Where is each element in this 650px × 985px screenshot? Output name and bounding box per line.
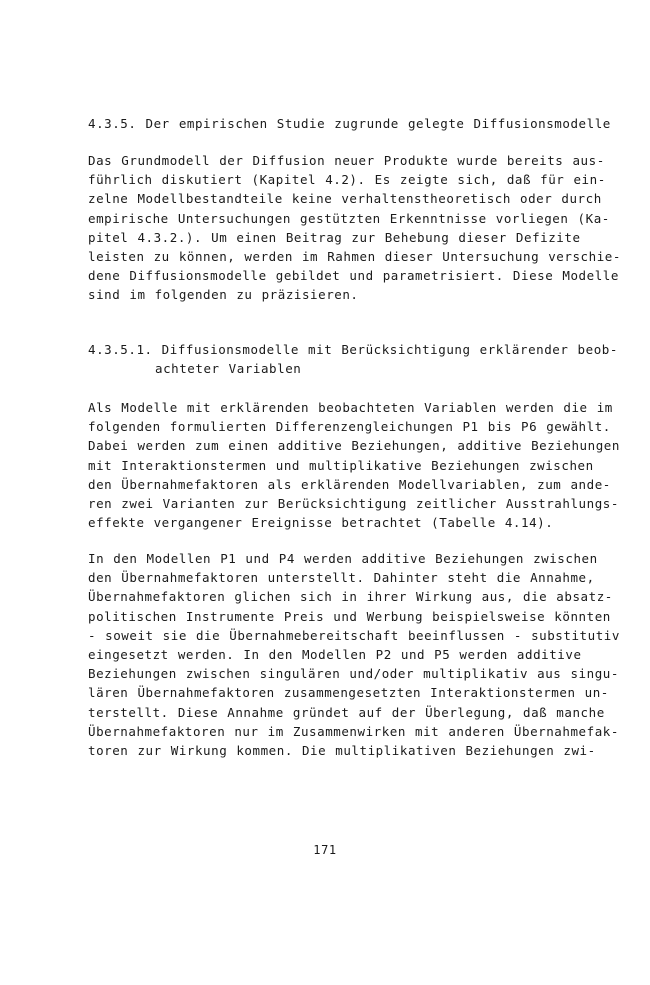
text-line: terstellt. Diese Annahme gründet auf der Überlegung, daß manche	[88, 704, 605, 720]
section-heading: 4.3.5. Der empirischen Studie zugrunde gelegte Diffusionsmodelle	[88, 116, 611, 131]
text-line: folgenden formulierten Differenzengleichungen P1 bis P6 gewählt.	[88, 419, 611, 435]
text-line: empirische Untersuchungen gestützten Erkenntnisse vorliegen (Ka-	[88, 210, 610, 226]
text-line: politischen Instrumente Preis und Werbung beispielsweise könnten	[88, 608, 611, 624]
text-line: pitel 4.3.2.). Um einen Beitrag zur Behebung dieser Defizite	[88, 229, 581, 245]
text-line: Als Modelle mit erklärenden beobachteten Variablen werden die im	[88, 400, 613, 415]
text-line: dene Diffusionsmodelle gebildet und parametrisiert. Diese Modelle	[88, 268, 619, 284]
paragraph-models	[88, 549, 620, 760]
text-line: sind im folgenden zu präzisieren.	[88, 287, 359, 303]
text-line: effekte vergangener Ereignisse betrachtet (Tabelle 4.14).	[88, 515, 554, 531]
text-line: Übernahmefaktoren nur im Zusammenwirken mit anderen Übernahmefak-	[88, 723, 619, 739]
subsection-heading	[88, 340, 618, 378]
text-line: lären Übernahmefaktoren zusammengesetzten Interaktionstermen un-	[88, 685, 609, 701]
paragraph-observed-variables	[88, 398, 620, 532]
page-number: 171	[313, 843, 337, 857]
text-line: Dabei werden zum einen additive Beziehungen, additive Beziehungen	[88, 438, 620, 454]
text-line: eingesetzt werden. In den Modellen P2 und P5 werden additive	[88, 646, 582, 662]
text-line: toren zur Wirkung kommen. Die multiplikativen Beziehungen zwi-	[88, 742, 596, 758]
text-line: - soweit sie die Übernahmebereitschaft beeinflussen - substitutiv	[88, 627, 620, 643]
text-line: zelne Modellbestandteile keine verhaltenstheoretisch oder durch	[88, 191, 602, 207]
text-line: den Übernahmefaktoren als erklärenden Modellvariablen, zum ande-	[88, 476, 611, 492]
text-line: Das Grundmodell der Diffusion neuer Produkte wurde bereits aus-	[88, 153, 605, 168]
text-line: In den Modellen P1 und P4 werden additive Beziehungen zwischen	[88, 551, 598, 566]
text-line: Beziehungen zwischen singulären und/oder multiplikativ aus singu-	[88, 666, 619, 682]
text-line: Übernahmefaktoren glichen sich in ihrer Wirkung aus, die absatz-	[88, 589, 613, 605]
subsection-heading-line: achteter Variablen	[155, 361, 302, 377]
text-line: führlich diskutiert (Kapitel 4.2). Es zeigte sich, daß für ein-	[88, 172, 606, 188]
paragraph-intro	[88, 151, 621, 305]
text-line: mit Interaktionstermen und multiplikative Beziehungen zwischen	[88, 457, 594, 473]
text-line: ren zwei Varianten zur Berücksichtigung zeitlicher Ausstrahlungs-	[88, 495, 619, 511]
subsection-heading-line: 4.3.5.1. Diffusionsmodelle mit Berücksichtigung erklärender beob-	[88, 342, 618, 357]
text-line: leisten zu können, werden im Rahmen dieser Untersuchung verschie-	[88, 248, 621, 264]
text-line: den Übernahmefaktoren unterstellt. Dahinter steht die Annahme,	[88, 570, 595, 586]
